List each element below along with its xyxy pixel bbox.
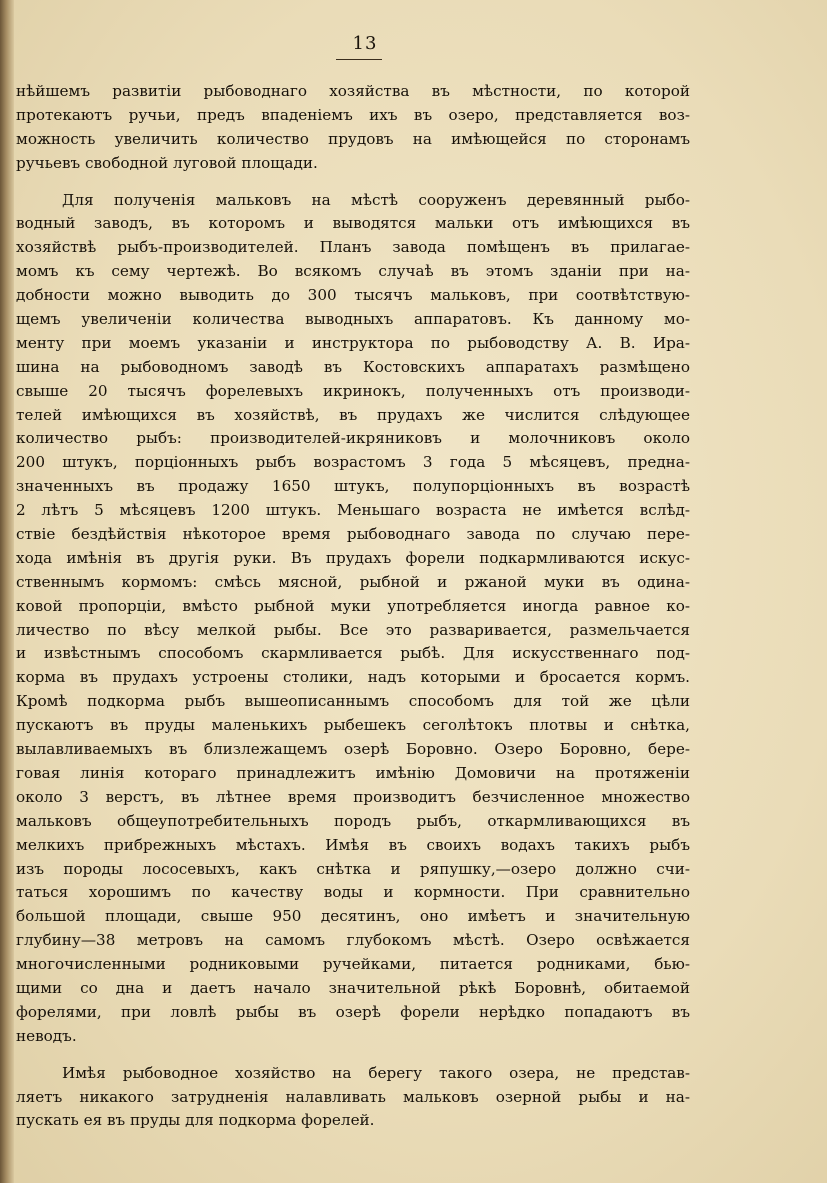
text-line: протекаютъ ручьи, предъ впаденіемъ ихъ въ озеро, представляется воз- (16, 105, 690, 124)
text-line: многочисленными родниковыми ручейками, питается родниками, бью- (16, 955, 690, 974)
paragraph-1 (16, 80, 690, 176)
text-line: шина на рыбоводномъ заводѣ въ Костовскихъ аппаратахъ размѣщено (16, 357, 690, 376)
paragraph-3 (16, 1062, 690, 1134)
text-body (16, 80, 690, 1133)
text-line: пускать ея въ пруды для подкорма форелей. (16, 1111, 375, 1130)
text-line: значенныхъ въ продажу 1650 штукъ, полупорціонныхъ въ возрастѣ (16, 477, 690, 496)
text-line: свыше 20 тысячъ форелевыхъ икринокъ, полученныхъ отъ производи- (16, 381, 690, 400)
text-line: говая линія котораго принадлежитъ имѣнію Домовичи на протяженіи (16, 763, 690, 782)
page-number: 13 (352, 33, 378, 54)
text-line: хода имѣнія въ другія руки. Въ прудахъ форели подкармливаются искус- (16, 548, 690, 567)
text-line: личество по вѣсу мелкой рыбы. Все это разваривается, размельчается (16, 620, 690, 639)
text-line: глубину—38 метровъ на самомъ глубокомъ мѣстѣ. Озеро освѣжается (16, 931, 690, 950)
text-line: форелями, при ловлѣ рыбы въ озерѣ форели нерѣдко попадаютъ въ (16, 1002, 690, 1021)
text-line: добности можно выводить до 300 тысячъ мальковъ, при соотвѣтствую- (16, 286, 690, 305)
text-line: пускаютъ въ пруды маленькихъ рыбешекъ сеголѣтокъ плотвы и снѣтка, (16, 716, 690, 735)
text-line: щими со дна и даетъ начало значительной рѣкѣ Боровнѣ, обитаемой (16, 978, 690, 997)
text-line: и извѣстнымъ способомъ скармливается рыбѣ. Для искусственнаго под- (16, 644, 690, 663)
text-line: вылавливаемыхъ въ близлежащемъ озерѣ Боровно. Озеро Боровно, бере- (16, 740, 690, 759)
text-line: изъ породы лососевыхъ, какъ снѣтка и ряпушку,—озеро должно счи- (16, 859, 690, 878)
text-line: ственнымъ кормомъ: смѣсь мясной, рыбной и ржаной муки въ одина- (16, 572, 690, 591)
text-line: Имѣя рыбоводное хозяйство на берегу такого озера, не представ- (62, 1063, 690, 1082)
text-line: менту при моемъ указаніи и инструктора по рыбоводству А. В. Ира- (16, 333, 690, 352)
text-line: щемъ увеличеніи количества выводныхъ аппаратовъ. Къ данному мо- (16, 310, 690, 329)
text-line: 2 лѣтъ 5 мѣсяцевъ 1200 штукъ. Меньшаго возраста не имѣется вслѣд- (16, 501, 690, 520)
page-number-underline (336, 59, 382, 60)
text-line: можность увеличить количество прудовъ на имѣющейся по сторонамъ (16, 129, 690, 148)
text-line: мальковъ общеупотребительныхъ породъ рыбъ, откармливающихся въ (16, 811, 690, 830)
paragraph-gap (16, 1049, 690, 1062)
text-line: ляетъ никакого затрудненія налавливать мальковъ озерной рыбы и на- (16, 1087, 690, 1106)
text-line: 200 штукъ, порціонныхъ рыбъ возрастомъ 3 года 5 мѣсяцевъ, предна- (16, 453, 690, 472)
text-line: водный заводъ, въ которомъ и выводятся мальки отъ имѣющихся въ (16, 214, 690, 233)
text-line: нѣйшемъ развитіи рыбоводнаго хозяйства въ мѣстности, по которой (16, 82, 690, 100)
text-line: ковой пропорціи, вмѣсто рыбной муки употребляется иногда равное ко- (16, 596, 690, 615)
text-line: телей имѣющихся въ хозяйствѣ, въ прудахъ же числится слѣдующее (16, 405, 690, 424)
paragraph-gap (16, 176, 690, 189)
text-line: ствіе бездѣйствія нѣкоторое время рыбоводнаго завода по случаю пере- (16, 525, 690, 544)
text-line: момъ къ сему чертежѣ. Во всякомъ случаѣ въ этомъ зданіи при на- (16, 262, 690, 281)
text-line: количество рыбъ: производителей-икряниковъ и молочниковъ около (16, 429, 690, 448)
text-line: Кромѣ подкорма рыбъ вышеописаннымъ способомъ для той же цѣли (16, 692, 690, 711)
text-line: таться хорошимъ по качеству воды и кормности. При сравнительно (16, 883, 690, 902)
text-line: около 3 верстъ, въ лѣтнее время производитъ безчисленное множество (16, 787, 690, 806)
page-spine-edge (0, 0, 14, 1183)
text-line: мелкихъ прибрежныхъ мѣстахъ. Имѣя въ своихъ водахъ такихъ рыбъ (16, 835, 690, 854)
text-line: Для полученія мальковъ на мѣстѣ сооруженъ деревянный рыбо- (62, 190, 690, 209)
text-line: неводъ. (16, 1026, 77, 1045)
text-line: корма въ прудахъ устроены столики, надъ которыми и бросается кормъ. (16, 668, 690, 687)
text-line: хозяйствѣ рыбъ-производителей. Планъ завода помѣщенъ въ прилагае- (16, 238, 690, 257)
text-line: большой площади, свыше 950 десятинъ, оно имѣетъ и значительную (16, 907, 690, 926)
paragraph-2 (16, 189, 690, 1049)
text-line: ручьевъ свободной луговой площади. (16, 153, 318, 172)
